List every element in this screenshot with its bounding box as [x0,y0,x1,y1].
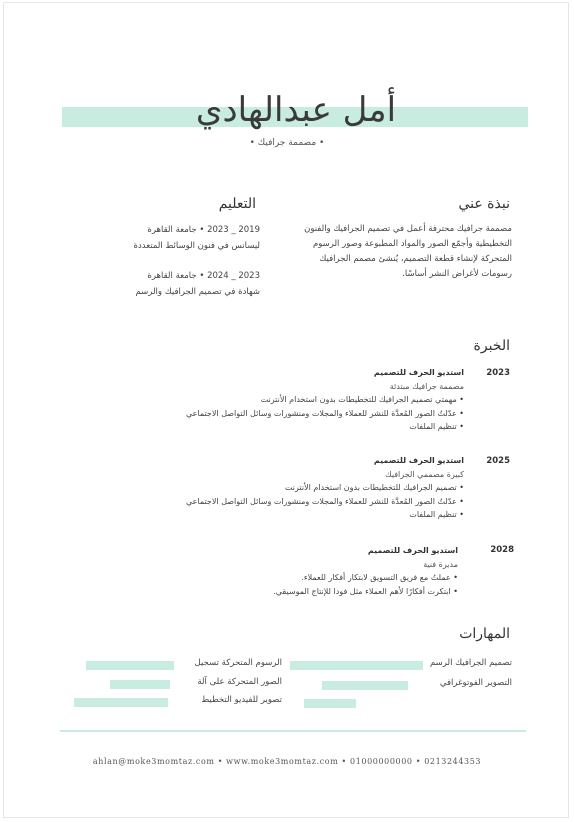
footer-divider [60,730,526,732]
skill-label: الصور المتحركة على آلة [197,677,282,687]
experience-company: استديو الحرف للتصميم [373,368,464,377]
skill-item [110,677,282,689]
job-title: • مصممة جرافيك • [249,138,325,148]
experience-bullet: • تنظيم الملفات [104,420,464,434]
skill-level-bar [304,699,356,708]
experience-role: مصممة جرافيك مبتدئة [389,381,464,391]
experience-heading: الخبرة [473,338,510,354]
skill-level-bar [86,661,174,670]
experience-role: كبيرة مصممي الجرافيك [385,469,464,479]
experience-year: 2028 [490,545,514,555]
experience-bullet: • تصميم الجرافيك للتخطيطات بدون استخدام الأنترنت [104,481,464,495]
experience-bullets [98,571,458,598]
skill-item [304,699,512,708]
experience-year: 2023 [486,368,510,378]
experience-company: استديو الحرف للتصميم [367,546,458,555]
skill-label: التصوير الفوتوغرافي [439,678,512,688]
experience-bullet: • تنظيم الملفات [104,508,464,522]
experience-entry [98,544,458,598]
skill-label: تصميم الجرافيك الرسم [430,658,512,668]
experience-year: 2025 [486,456,510,466]
education-heading: التعليم [218,196,256,212]
skill-label: تصوير للفيديو التخطيط [201,695,282,705]
skill-label: الرسوم المتحركة تسجيل [194,658,282,668]
education-item-degree: ليسانس في فنون الوسائط المتعددة [133,241,260,251]
experience-bullet: • مهمتي تصميم الجرافيك للتخطيطات بدون استخدام الأنترنت [104,393,464,407]
education-item-degree: شهادة في تصميم الجرافيك والرسم [135,287,260,297]
experience-bullets [104,393,464,434]
experience-role: مديرة فنية [423,559,458,569]
education-item-header: 2023 _ 2024 • جامعة القاهرة [147,271,260,281]
experience-company: استديو الحرف للتصميم [373,456,464,465]
skill-item [74,695,282,707]
skills-heading: المهارات [459,626,510,642]
experience-bullets [104,481,464,522]
skill-level-bar [290,661,423,670]
education-item-header: 2019 _ 2023 • جامعة القاهرة [147,225,260,235]
experience-bullet: • ابتكرت أفكارًا لأهم العملاء مثل فودا للإنتاج الموسيقي. [98,585,458,599]
experience-bullet: • عدّلتُ الصور المُعدَّة للنشر للعملاء والمجلات ومنشورات وسائل التواصل الاجتماعي [104,495,464,509]
skill-level-bar [110,680,170,689]
skill-item [290,658,512,670]
contact-info: ahlan@moke3momtaz.com • www.moke3momtaz.com • 01000000000 • 0213244353 [92,757,482,766]
skill-item [322,678,512,690]
experience-entry [104,454,464,522]
education-item [50,222,260,254]
skill-level-bar [74,698,168,707]
about-heading: نبذة عني [458,196,510,212]
experience-bullet: • عدّلتُ الصور المُعدَّة للنشر للعملاء والمجلات ومنشورات وسائل التواصل الاجتماعي [104,407,464,421]
skill-level-bar [322,681,408,690]
experience-entry [104,366,464,434]
experience-bullet: • عملتُ مع فريق التسويق لابتكار أفكار للعملاء. [98,571,458,585]
skill-item [86,658,282,670]
about-paragraph: مصممة جرافيك محترفة أعمل في تصميم الجرافيك والفنون التخطيطية وأجمّع الصور والمواد المطبوعة وصور الرسوم المتحركة لإنشاء قطعة التصميم، يُنشئ مصمم الجرافيك رسومات لأغراض النشر أساسًا. [304,224,512,279]
education-item [50,268,260,300]
person-name: أمل عبدالهادي [195,90,397,130]
